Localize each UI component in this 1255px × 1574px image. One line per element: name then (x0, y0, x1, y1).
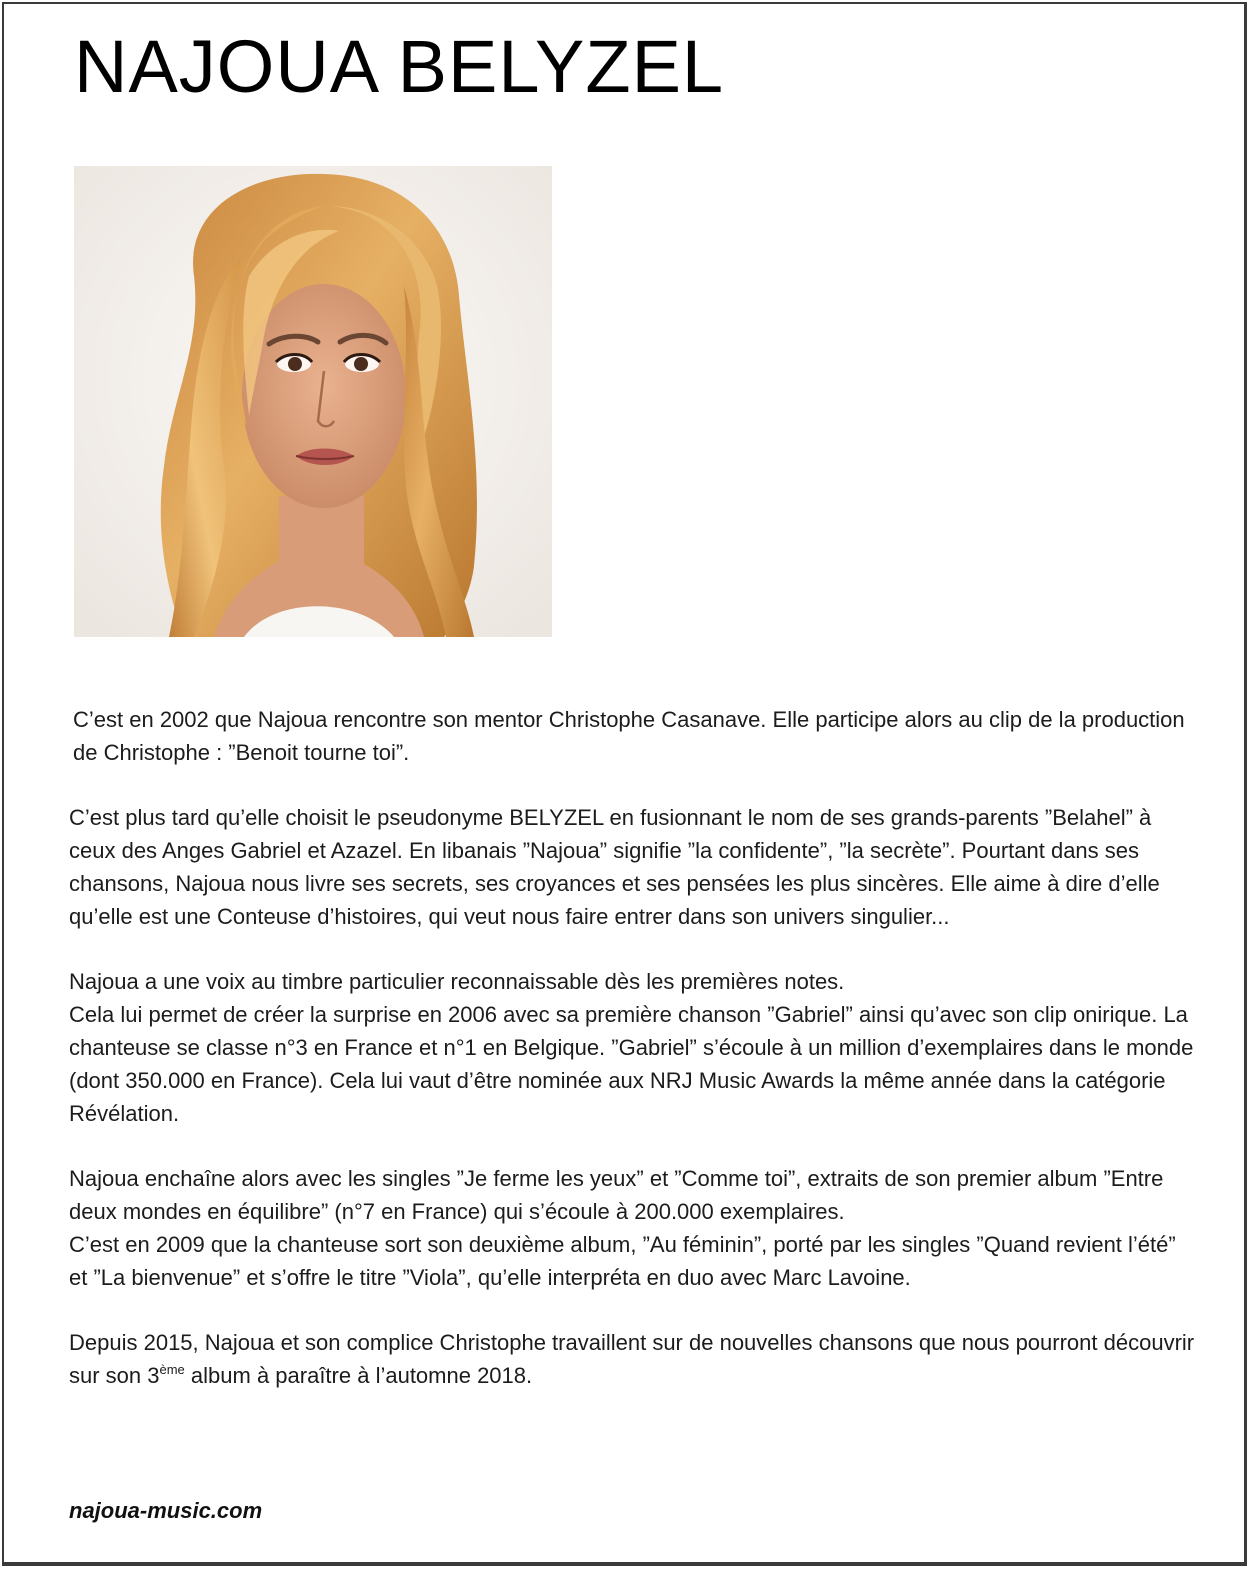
paragraph-gabriel: Cela lui permet de créer la surprise en 2006 avec sa première chanson ”Gabriel” ainsi qu’avec son clip onirique. La chanteuse se classe n°3 en France et n°1 en Belgique. ”Gabriel” s’écoule à un million d’exemplaires dans le monde (dont 350.000 en France). Cela lui vaut d’être nominée aux NRJ Music Awards la même année dans la catégorie Révélation. (69, 1002, 1194, 1126)
paragraph-third-album-start: Depuis 2015, Najoua et son complice Christophe travaillent sur de nouvelles chansons que nous pourront découvrir sur son 3 (69, 1330, 1195, 1388)
paragraph-pseudonym: C’est plus tard qu’elle choisit le pseudonyme BELYZEL en fusionnant le nom de ses grands-parents ”Belahel” à ceux des Anges Gabriel et Azazel. En libanais ”Najoua” signifie ”la confidente”, ”la secrète”. Pourtant dans ses chansons, Najoua nous livre ses secrets, ses croyances et ses pensées les plus sincères. Elle aime à dire d’elle qu’elle est une Conteuse d’histoires, qui veut nous faire entrer dans son univers singulier... (69, 805, 1160, 929)
paragraph-second-album: C’est en 2009 que la chanteuse sort son deuxième album, ”Au féminin”, porté par les singles ”Quand revient l’été” et ”La bienvenue” et s’offre le titre ”Viola”, qu’elle interpréta en duo avec Marc Lavoine. (69, 1232, 1176, 1290)
paragraph-intro: C’est en 2002 que Najoua rencontre son mentor Christophe Casanave. Elle participe alors au clip de la production de Christophe : ”Benoit tourne toi”. (73, 707, 1185, 765)
paragraph-first-album: Najoua enchaîne alors avec les singles ”Je ferme les yeux” et ”Comme toi”, extraits de son premier album ”Entre deux mondes en équilibre” (n°7 en France) qui s’écoule à 200.000 exemplaires. (69, 1166, 1164, 1224)
paragraph-third-album (69, 1326, 1199, 1392)
portrait-photo (74, 166, 552, 637)
superscript-eme: ème (159, 1362, 185, 1377)
paragraph-voice: Najoua a une voix au timbre particulier reconnaissable dès les premières notes. (69, 969, 845, 994)
website-link[interactable]: najoua-music.com (69, 1498, 263, 1523)
article-body (69, 703, 1199, 1424)
portrait-illustration (74, 166, 552, 637)
page-title: NAJOUA BELYZEL (74, 25, 725, 108)
paragraph-third-album-end: album à paraître à l’automne 2018. (184, 1363, 533, 1388)
